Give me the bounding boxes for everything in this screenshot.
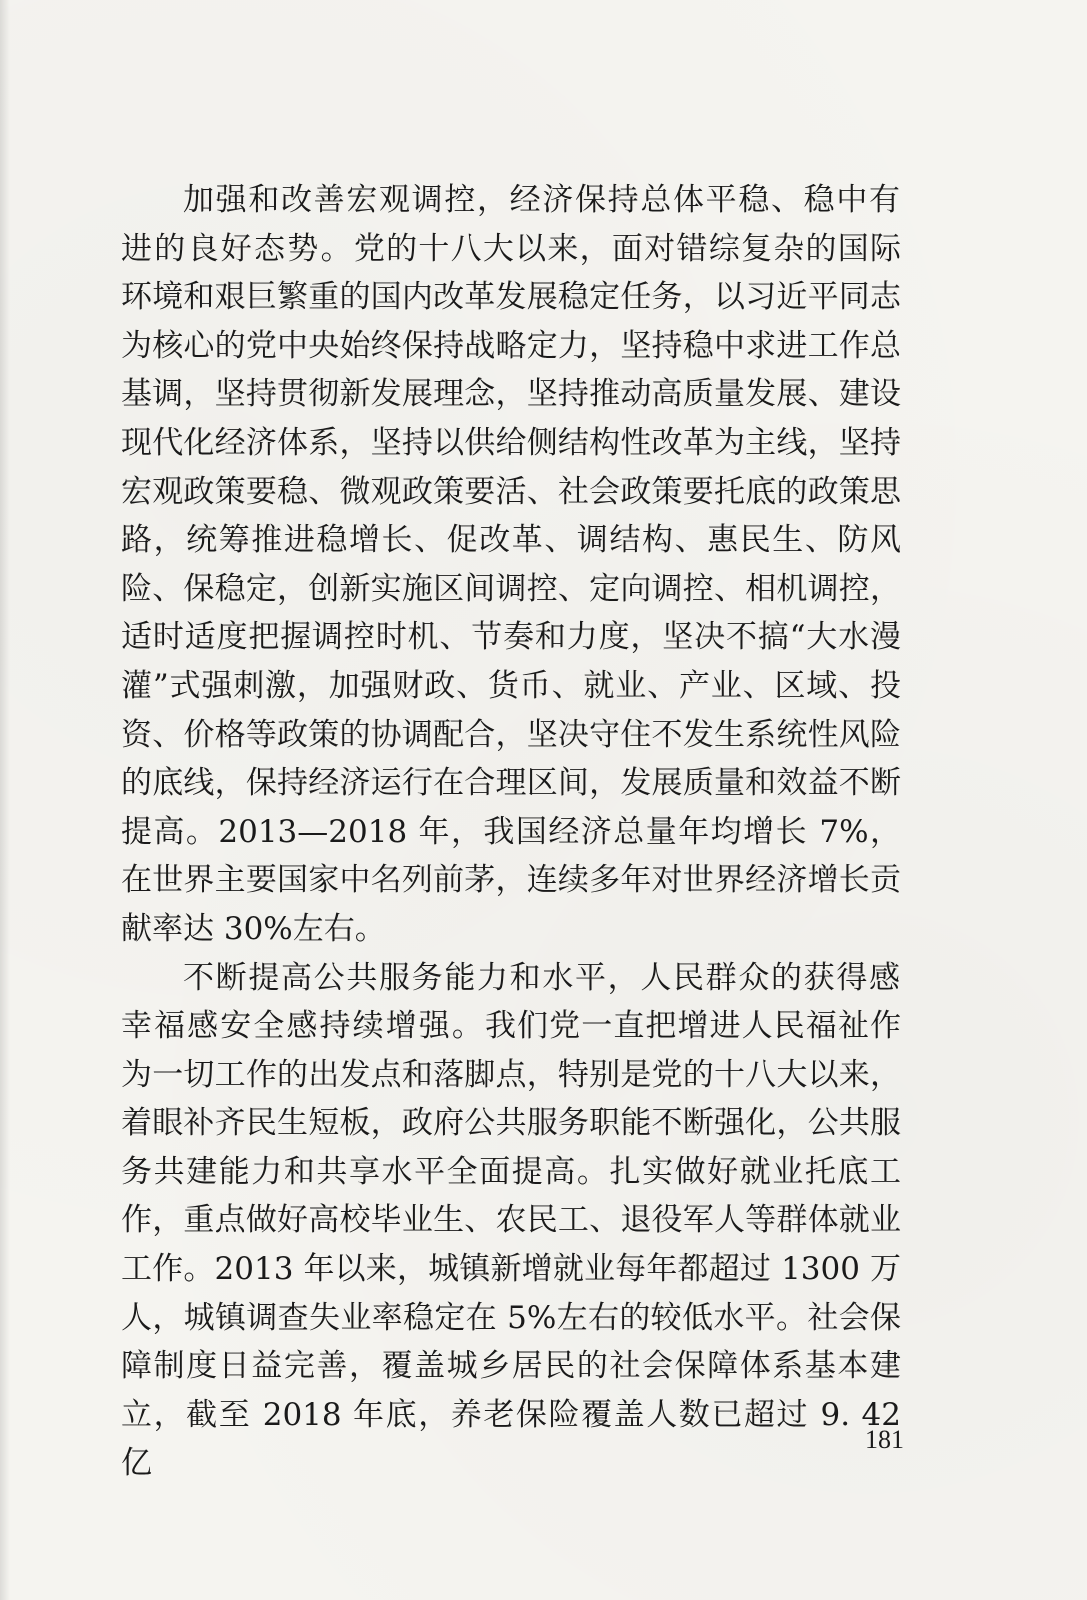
paragraph-2-lead: 不断提高公共服务能力和水平，人民群众的获得感幸福感安全感持续增强。 <box>121 959 901 1045</box>
page-number: 181 <box>865 1425 904 1454</box>
paragraph-1 <box>121 176 901 954</box>
paragraph-2-body: 我们党一直把增进人民福祉作为一切工作的出发点和落脚点，特别是党的十八大以来，着眼补齐民生短板，政府公共服务职能不断强化，公共服务共建能力和共享水平全面提高。扎实做好就业托底工作，重点做好高校毕业生、农民工、退役军人等群体就业工作。2013 年以来，城镇新增就业每年都超过 1300 万人，城镇调查失业率稳定在 5%左右的较低水平。社会保障制度日益完善，覆盖城乡居民的社会保障体系基本建立，截至 2018 年底，养老保险覆盖人数已超过 9. 42 亿 <box>121 1008 902 1482</box>
paragraph-1-body: 党的十八大以来，面对错综复杂的国际环境和艰巨繁重的国内改革发展稳定任务，以习近平同志为核心的党中央始终保持战略定力，坚持稳中求进工作总基调，坚持贯彻新发展理念，坚持推动高质量发展、建设现代化经济体系，坚持以供给侧结构性改革为主线，坚持宏观政策要稳、微观政策要活、社会政策要托底的政策思路，统筹推进稳增长、促改革、调结构、惠民生、防风险、保稳定，创新实施区间调控、定向调控、相机调控，适时适度把握调控时机、节奏和力度，坚决不搞“大水漫灌”式强刺激，加强财政、货币、就业、产业、区域、投资、价格等政策的协调配合，坚决守住不发生系统性风险的底线，保持经济运行在合理区间，发展质量和效益不断提高。2013—2018 年，我国经济总量年均增长 7%，在世界主要国家中名列前茅，连续多年对世界经济增长贡献率达 30%左右。 <box>121 230 902 947</box>
spine-shadow <box>0 0 10 1600</box>
paragraph-1-lead: 加强和改善宏观调控，经济保持总体平稳、稳中有进的良好态势。 <box>121 182 901 267</box>
body-text <box>121 176 901 1488</box>
paragraph-2 <box>121 954 901 1489</box>
